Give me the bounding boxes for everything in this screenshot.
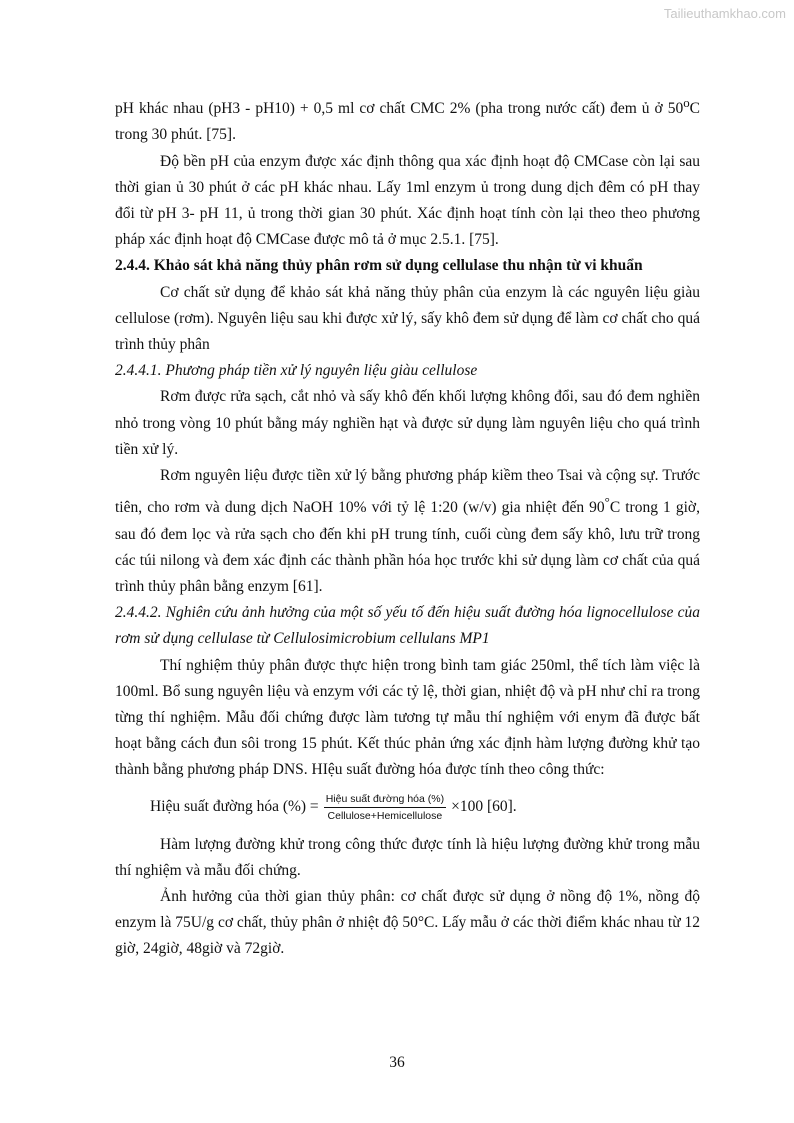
saccharification-formula [150, 788, 700, 828]
heading-2-4-4-2: 2.4.4.2. Nghiên cứu ảnh hưởng của một số yếu tố đến hiệu suất đường hóa lignocellulose của rơm sử dụng cellulase từ Cellulosimicrobium cellulans MP1 [115, 604, 700, 648]
paragraph-hydrolysis-experiment: Thí nghiệm thủy phân được thực hiện trong bình tam giác 250ml, thể tích làm việc là 100ml. Bổ sung nguyên liệu và enzym với các tỷ lệ, thời gian, nhiệt độ và pH như chỉ ra trong từng thí nghiệm. Mẫu đối chứng được làm tương tự mẫu thí nghiệm với enym đã được bất hoạt bằng cách đun sôi trong 15 phút. Kết thúc phản ứng xác định hàm lượng đường khử tạo thành bằng phương pháp DNS. HIệu suất đường hóa được tính theo công thức: [115, 656, 700, 779]
paragraph-time-effect: Ảnh hưởng của thời gian thủy phân: cơ chất được sử dụng ở nồng độ 1%, nồng độ enzym là 75U/g cơ chất, thủy phân ở nhiệt độ 50°C. Lấy mẫu ở các thời điểm khác nhau từ 12 giờ, 24giờ, 48giờ và 72giờ. [115, 888, 700, 958]
document-body [115, 90, 700, 963]
formula-fraction [324, 792, 446, 823]
formula-numerator: Hiệu suất đường hóa (%) [324, 792, 446, 808]
page-number: 36 [389, 1054, 405, 1071]
paragraph-substrate: Cơ chất sử dụng để khảo sát khả năng thủy phân của enzym là các nguyên liệu giàu cellulose (rơm). Nguyên liệu sau khi được xử lý, sấy khô đem sử dụng để làm cơ chất cho quá trình thủy phân [115, 283, 700, 353]
degree-superscript: ° [604, 494, 610, 510]
heading-2-4-4: 2.4.4. Khảo sát khả năng thủy phân rơm sử dụng cellulase thu nhận từ vi khuẩn [115, 257, 643, 275]
formula-denominator: Cellulose+Hemicellulose [327, 810, 443, 823]
paragraph-reducing-sugar: Hàm lượng đường khử trong công thức được tính là hiệu lượng đường khử trong mẫu thí nghiệm và mẫu đối chứng. [115, 835, 700, 879]
paragraph-text: Rơm nguyên liệu được tiền xử lý bằng phương pháp kiềm theo Tsai và cộng sự. Trước tiên, cho rơm và dung dịch NaOH 10% với tỷ lệ 1:20 (w/v) gia nhiệt đến 90 [115, 467, 700, 517]
paragraph-straw-prep: Rơm được rửa sạch, cắt nhỏ và sấy khô đến khối lượng không đổi, sau đó đem nghiền nhỏ trong vòng 10 phút bằng máy nghiền hạt và được sử dụng làm nguyên liệu cho quá trình tiền xử lý. [115, 388, 700, 458]
paragraph-text: C trong 30 phút. [75]. [115, 100, 700, 144]
paragraph-alkali-pretreatment [115, 463, 700, 600]
heading-2-4-4-1: 2.4.4.1. Phương pháp tiền xử lý nguyên liệu giàu cellulose [115, 362, 478, 380]
paragraph-text: C trong 1 giờ, sau đó đem lọc và rửa sạch cho đến khi pH trung tính, cuối cùng đem sấy khô, lưu trữ trong các túi nilong và đem xác định các thành phần hóa học trước khi sử dụng làm cơ chất của quá trình thủy phân bằng enzym [61]. [115, 499, 700, 595]
formula-rhs: ×100 [60]. [451, 798, 517, 816]
paragraph-text: pH khác nhau (pH3 - pH10) + 0,5 ml cơ chất CMC 2% (pha trong nước cất) đem ủ ở 50 [115, 100, 684, 118]
watermark-text: Tailieuthamkhao.com [663, 6, 786, 21]
formula-lhs: Hiệu suất đường hóa (%) = [150, 798, 319, 816]
degree-superscript: o [683, 95, 690, 110]
paragraph-ph-stability: Độ bền pH của enzym được xác định thông qua xác định hoạt độ CMCase còn lại sau thời gian ủ 30 phút ở các pH khác nhau. Lấy 1ml enzym ủ trong dung dịch đêm có pH thay đổi từ pH 3- pH 11, ủ trong thời gian 30 phút. Xác định hoạt tính còn lại theo theo phương pháp xác định hoạt độ CMCase được mô tả ở mục 2.5.1. [75]. [115, 152, 700, 249]
paragraph-ph-range [115, 90, 700, 149]
